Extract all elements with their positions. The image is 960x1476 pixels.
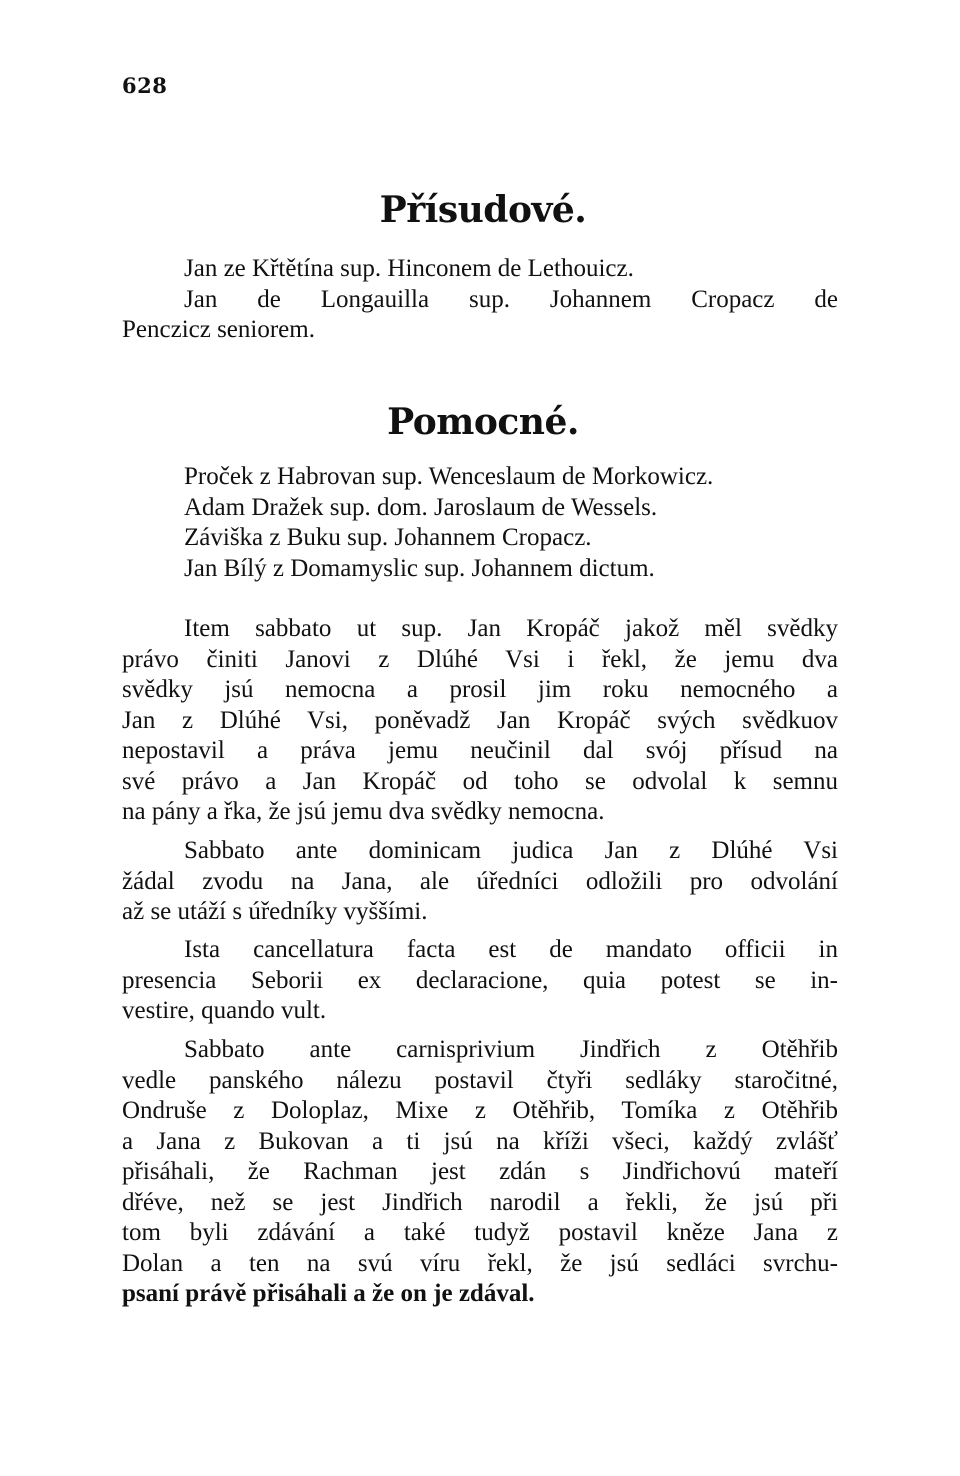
text-line: Jan de Longauilla sup. Johannem Cropacz de bbox=[184, 285, 838, 313]
text-line: Sabbato ante carnisprivium Jindřich z Otěhřib bbox=[184, 1036, 838, 1063]
text-line: Ondruše z Doloplaz, Mixe z Otěhřib, Tomíka z Otěhřib bbox=[122, 1097, 838, 1124]
text-line: až se utáží s úředníky vyššími. bbox=[122, 898, 428, 925]
text-line: presencia Seborii ex declaracione, quia potest se in- bbox=[122, 966, 838, 994]
text-line: Ista cancellatura facta est de mandato officii in bbox=[184, 936, 838, 963]
text-line: svědky jsú nemocna a prosil jim roku nemocného a bbox=[122, 676, 838, 703]
section-heading-prisudove: Přísudové. bbox=[379, 189, 587, 231]
text-line: Jan ze Křtětína sup. Hinconem de Lethouicz. bbox=[184, 255, 634, 282]
text-line: žádal zvodu na Jana, ale úředníci odložili pro odvolání bbox=[122, 867, 838, 895]
text-line: své právo a Jan Kropáč od toho se odvolal k semnu bbox=[122, 767, 838, 795]
text-line: a Jana z Bukovan a ti jsú na kříži všeci, každý zvlášť bbox=[122, 1127, 838, 1155]
paragraph-3 bbox=[122, 935, 838, 1027]
text-line: Proček z Habrovan sup. Wenceslaum de Morkowicz. bbox=[184, 463, 714, 490]
page-number: 628 bbox=[122, 73, 168, 98]
paragraph-1 bbox=[122, 614, 838, 828]
text-line: Sabbato ante dominicam judica Jan z Dlúhé Vsi bbox=[184, 837, 838, 864]
text-line: Item sabbato ut sup. Jan Kropáč jakož měl svědky bbox=[184, 615, 838, 642]
section-heading-pomocne: Pomocné. bbox=[387, 401, 579, 443]
text-line: právo činiti Janovi z Dlúhé Vsi i řekl, že jemu dva bbox=[122, 645, 838, 673]
text-line: nepostavil a práva jemu neučinil dal svój přísud na bbox=[122, 737, 838, 764]
paragraph-2 bbox=[122, 836, 838, 928]
text-line: tom byli zdávání a také tudyž postavil kněze Jana z bbox=[122, 1219, 838, 1246]
text-line: Záviška z Buku sup. Johannem Cropacz. bbox=[184, 524, 592, 551]
text-line: dřéve, než se jest Jindřich narodil a řekli, že jsú při bbox=[122, 1188, 838, 1216]
text-line: psaní právě přisáhali a že on je zdával. bbox=[122, 1280, 535, 1307]
text-line: Adam Dražek sup. dom. Jaroslaum de Wessels. bbox=[184, 493, 658, 521]
section-prisudove bbox=[122, 254, 838, 346]
text-line: vestire, quando vult. bbox=[122, 997, 327, 1024]
text-line: přisáhali, že Rachman jest zdán s Jindřichovú mateří bbox=[122, 1158, 838, 1185]
text-line: Penczicz seniorem. bbox=[122, 316, 315, 343]
text-line: Jan Bílý z Domamyslic sup. Johannem dictum. bbox=[184, 554, 655, 582]
text-line: Dolan a ten na svú víru řekl, že jsú sedláci svrchu- bbox=[122, 1249, 838, 1277]
text-line: vedle panského nálezu postavil čtyři sedláky staročitné, bbox=[122, 1066, 838, 1094]
text-line: na pány a řka, že jsú jemu dva svědky nemocna. bbox=[122, 798, 605, 825]
text-line: Jan z Dlúhé Vsi, poněvadž Jan Kropáč svých svědkuov bbox=[122, 706, 838, 734]
section-pomocne bbox=[122, 462, 838, 584]
paragraph-4 bbox=[122, 1035, 838, 1310]
